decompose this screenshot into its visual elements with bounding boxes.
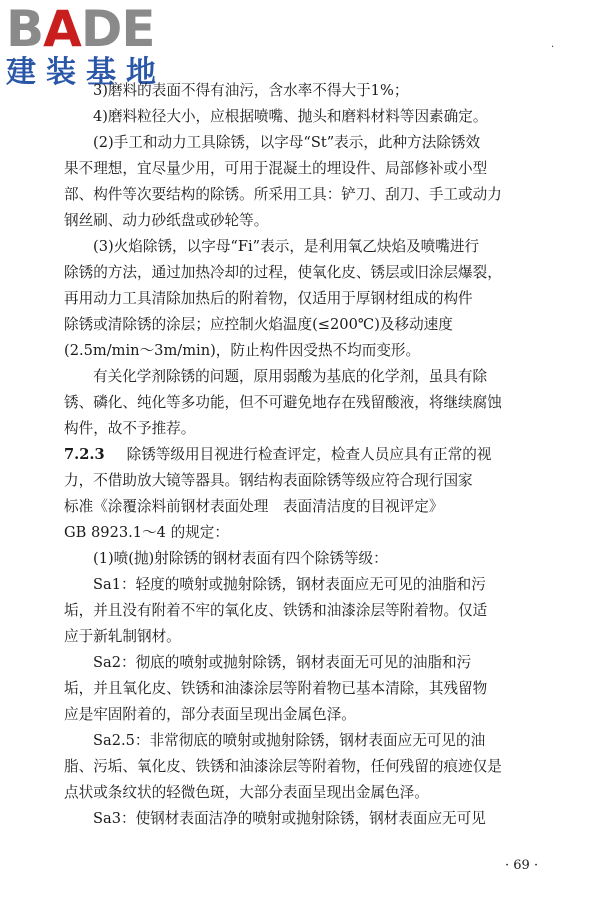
text-line: Sa2.5：非常彻底的喷射或抛射除锈，钢材表面应无可见的油 (93, 732, 486, 749)
text-line: (2)手工和动力工具除锈，以字母“St”表示，此种方法除锈效 (93, 134, 481, 151)
logo-wordmark: BADE (6, 0, 155, 58)
logo-subtitle: 建装基地 (6, 55, 166, 90)
text-line: 除锈的方法，通过加热冷却的过程，使氧化皮、锈层或旧涂层爆裂， (64, 264, 502, 281)
text-line: 力，不借助放大镜等器具。钢结构表面除锈等级应符合现行国家 (64, 472, 473, 489)
text-line: 标准《涂覆涂料前钢材表面处理 表面清洁度的目视评定》 (64, 498, 444, 515)
text-line: 垢，并且氧化皮、铁锈和油漆涂层等附着物已基本清除，其残留物 (64, 680, 488, 697)
text-line: (2.5m/min～3m/min)，防止构件因受热不均而变形。 (64, 342, 421, 359)
text-line: (3)火焰除锈，以字母“Fi”表示，是利用氧乙炔焰及喷嘴进行 (93, 238, 480, 255)
text-line: 4)磨料粒径大小，应根据喷嘴、抛头和磨料材料等因素确定。 (93, 108, 488, 125)
text-line: GB 8923.1～4 的规定： (64, 524, 229, 541)
text-line: (1)喷(抛)射除锈的钢材表面有四个除锈等级： (93, 550, 388, 567)
text-line: 钢丝刷、动力砂纸盘或砂轮等。 (64, 212, 269, 229)
text-line: 点状或条纹状的轻微色斑，大部分表面呈现出金属色泽。 (64, 784, 429, 801)
text-line: 部、构件等次要结构的除锈。所采用工具：铲刀、刮刀、手工或动力 (64, 186, 502, 203)
document-body (64, 78, 564, 832)
clause-number: 7.2.3 (64, 446, 105, 463)
text-line: 3)磨料的表面不得有油污，含水率不得大于1%； (93, 82, 409, 99)
text-line: Sa2：彻底的喷射或抛射除锈，钢材表面无可见的油脂和污 (93, 654, 472, 671)
text-line: 再用动力工具清除加热后的附着物，仅适用于厚钢材组成的构件 (64, 290, 473, 307)
text-line: 应于新轧制钢材。 (64, 628, 181, 645)
text-line: 应是牢固附着的，部分表面呈现出金属色泽。 (64, 706, 356, 723)
text-line: 有关化学剂除锈的问题，原用弱酸为基底的化学剂，虽具有除 (93, 368, 488, 385)
text-line: Sa3：使钢材表面洁净的喷射或抛射除锈，钢材表面应无可见 (93, 810, 486, 827)
corner-mark: · (551, 42, 555, 53)
text-line: 锈、磷化、纯化等多功能，但不可避免地存在残留酸液，将继续腐蚀 (64, 394, 502, 411)
clause-heading-line (64, 442, 564, 468)
text-line: Sa1：轻度的喷射或抛射除锈，钢材表面应无可见的油脂和污 (93, 576, 486, 593)
text-line: 构件，故不予推荐。 (64, 420, 196, 437)
text-line: 脂、污垢、氧化皮、铁锈和油漆涂层等附着物，任何残留的痕迹仅是 (64, 758, 502, 775)
text-line: 除锈或清除锈的涂层；应控制火焰温度(≤200℃)及移动速度 (64, 316, 453, 333)
text-line: 垢，并且没有附着不牢的氧化皮、铁锈和油漆涂层等附着物。仅适 (64, 602, 488, 619)
clause-text: 除锈等级用目视进行检查评定，检查人员应具有正常的视 (126, 446, 492, 463)
text-line: 果不理想，宜尽量少用，可用于混凝土的埋设件、局部修补或小型 (64, 160, 488, 177)
page-number: · 69 · (505, 858, 539, 873)
